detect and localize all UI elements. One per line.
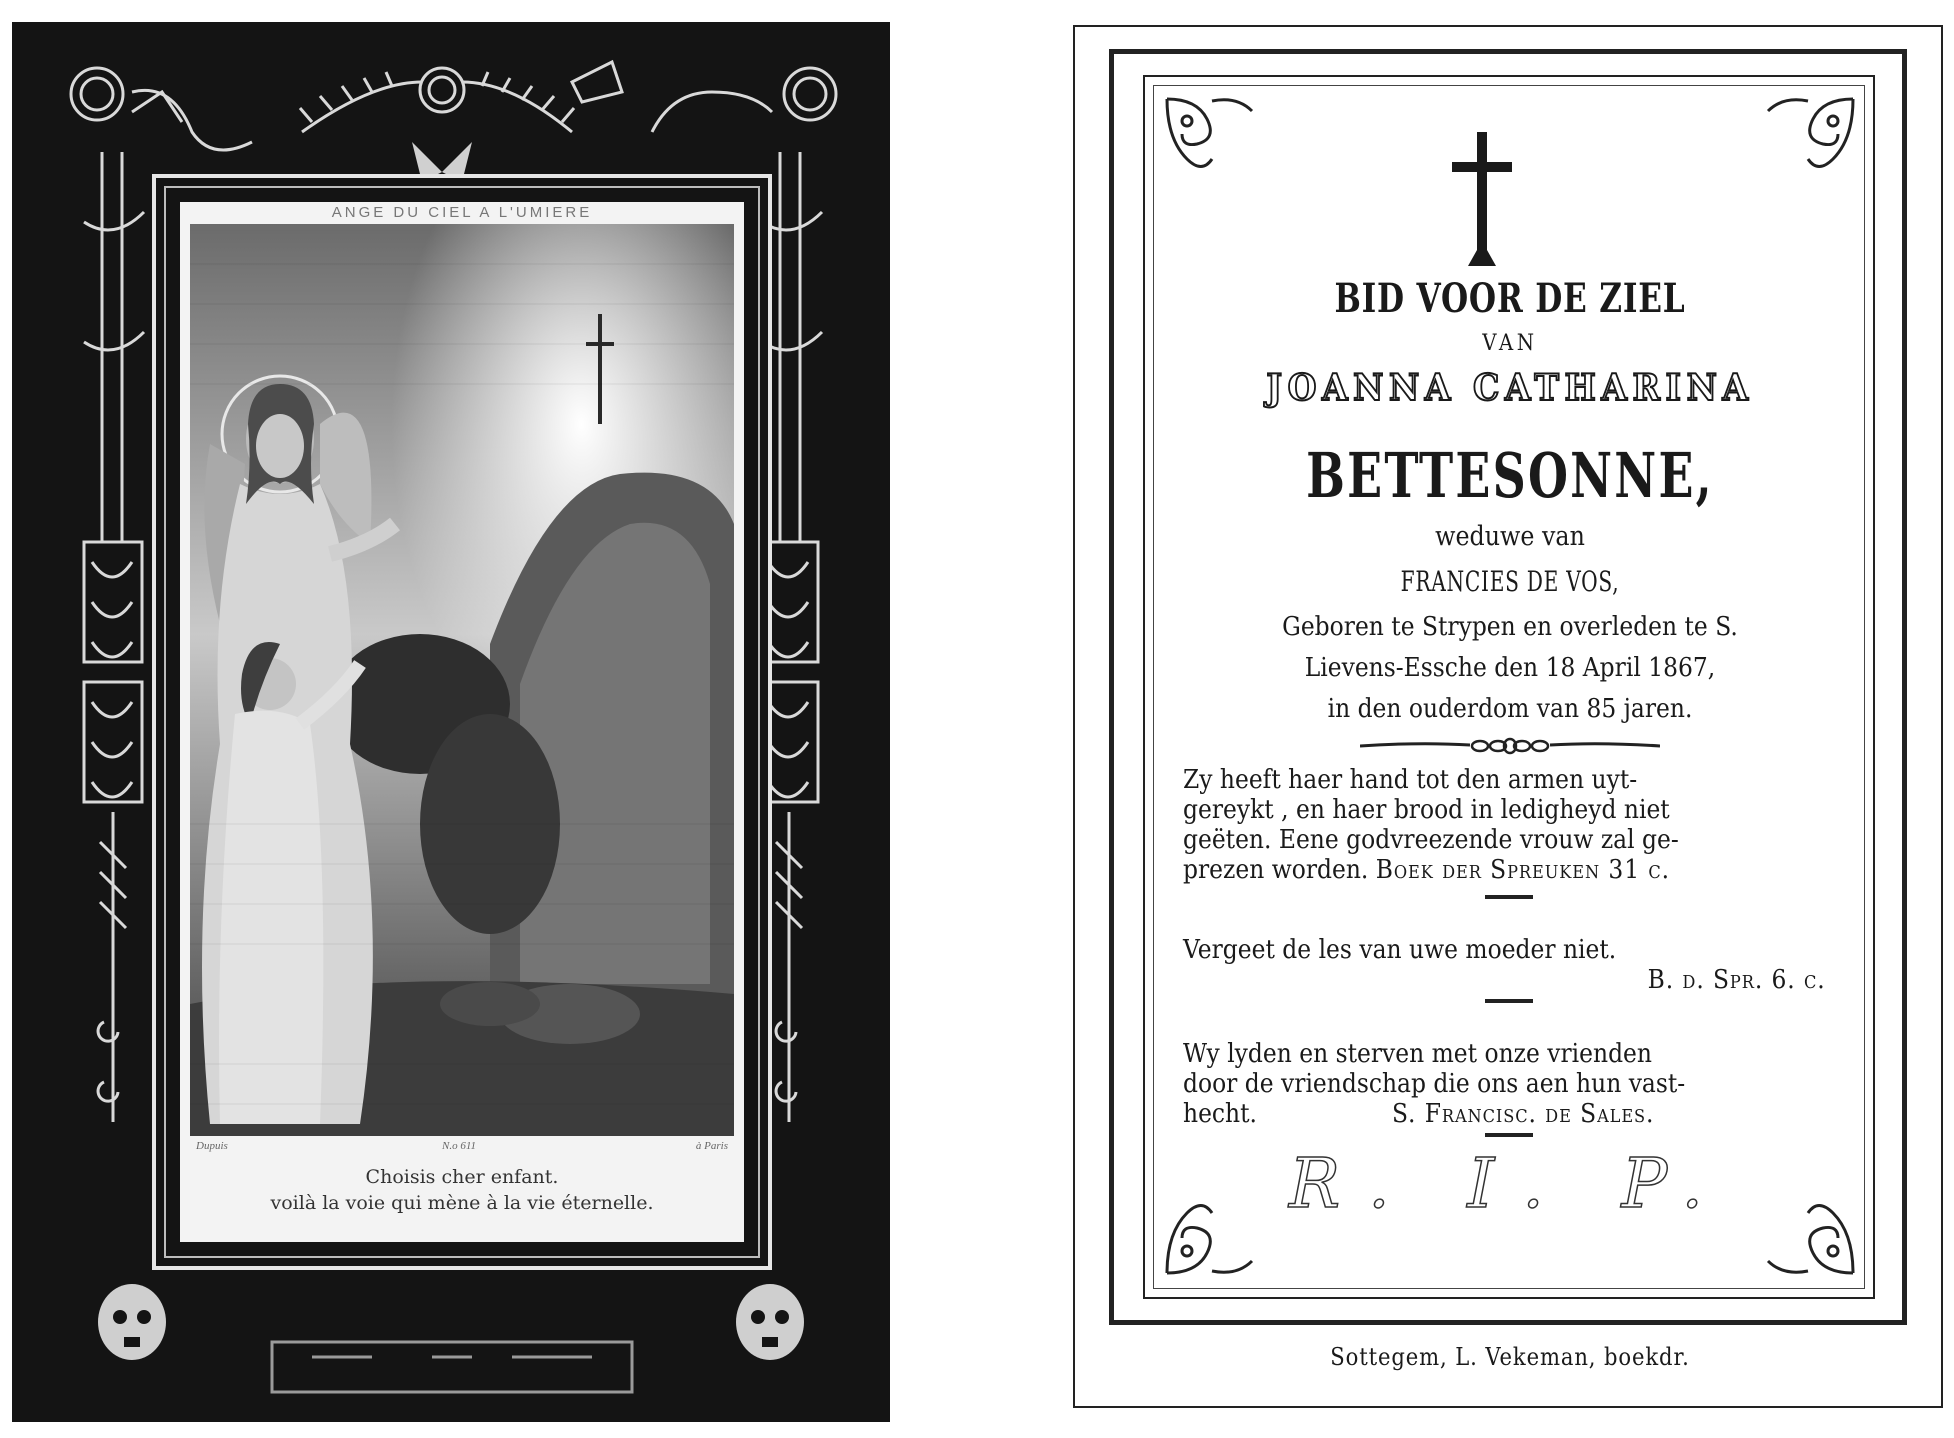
credit-center: N.o 611 xyxy=(442,1140,477,1152)
deceased-surname: BETTESONNE, xyxy=(1306,439,1714,512)
verse1-line-4-text: prezen worden. xyxy=(1183,855,1369,885)
credit-right: à Paris xyxy=(695,1140,728,1152)
verse-proverbs-6 xyxy=(1183,935,1833,995)
verse2-line: Vergeet de les van uwe moeder niet. xyxy=(1183,935,1617,965)
widow-of-label: weduwe van xyxy=(1435,521,1585,552)
card-heading: BID VOOR DE ZIEL xyxy=(1334,275,1686,322)
caption-line-2: voilà la voie qui mène à la vie éternelle. xyxy=(270,1192,654,1214)
verse1-line-3: geëten. Eene godvreezende vrouw zal ge- xyxy=(1183,825,1679,855)
separator-dash-3 xyxy=(1485,1133,1533,1137)
bio-line-1: Geboren te Strypen en overleden te S. xyxy=(1282,612,1738,642)
engraving-caption xyxy=(180,1164,744,1216)
verse1-line-1: Zy heeft haer hand tot den armen uyt- xyxy=(1183,765,1638,795)
verse-francis-de-sales xyxy=(1183,1039,1833,1129)
engraving-credits xyxy=(192,1140,732,1156)
corner-flourish-top-right xyxy=(1743,89,1863,189)
verse3-line-2: door de vriendschap die ons aen hun vast- xyxy=(1183,1069,1686,1099)
angel-engraving xyxy=(190,224,734,1136)
verse3-line-1: Wy lyden en sterven met onze vrienden xyxy=(1183,1039,1652,1069)
deceased-first-names: JOANNA CATHARINA xyxy=(1266,367,1754,409)
separator-dash-2 xyxy=(1485,999,1533,1003)
cross-icon xyxy=(1450,132,1514,266)
verse3-line-3-text: hecht. xyxy=(1183,1099,1257,1129)
verse1-reference: Boek der Spreuken 31 c. xyxy=(1375,855,1670,885)
verse3-line-3 xyxy=(1183,1099,1833,1129)
bio-line-2: Lievens-Essche den 18 April 1867, xyxy=(1304,653,1716,683)
verse1-line-2: gereykt , en haer brood in ledigheyd niet xyxy=(1183,795,1670,825)
verse2-reference: B. d. Spr. 6. c. xyxy=(1647,965,1826,995)
caption-line-1: Choisis cher enfant. xyxy=(365,1166,559,1188)
credit-left: Dupuis xyxy=(196,1140,228,1152)
verse3-reference: S. Francisc. de Sales. xyxy=(1391,1099,1655,1129)
rip-monogram: R. I. P. xyxy=(1288,1145,1732,1224)
memorial-card-front xyxy=(12,22,890,1422)
printer-imprint: Sottegem, L. Vekeman, boekdr. xyxy=(1330,1343,1690,1371)
verse-proverbs-31 xyxy=(1183,765,1833,885)
van-label: VAN xyxy=(1482,331,1538,356)
picture-panel xyxy=(180,202,744,1242)
engraving-title: ANGE DU CIEL A L'UMIERE xyxy=(331,204,593,221)
bio-line-3: in den ouderdom van 85 jaren. xyxy=(1327,694,1693,724)
ornamental-divider xyxy=(1360,735,1660,757)
verse1-line-4 xyxy=(1183,855,1833,885)
separator-dash-1 xyxy=(1485,895,1533,899)
biography xyxy=(1119,607,1902,730)
memorial-card-back xyxy=(1073,25,1943,1408)
husband-name: FRANCIES DE VOS, xyxy=(1400,565,1620,598)
corner-flourish-top-left xyxy=(1157,89,1277,189)
